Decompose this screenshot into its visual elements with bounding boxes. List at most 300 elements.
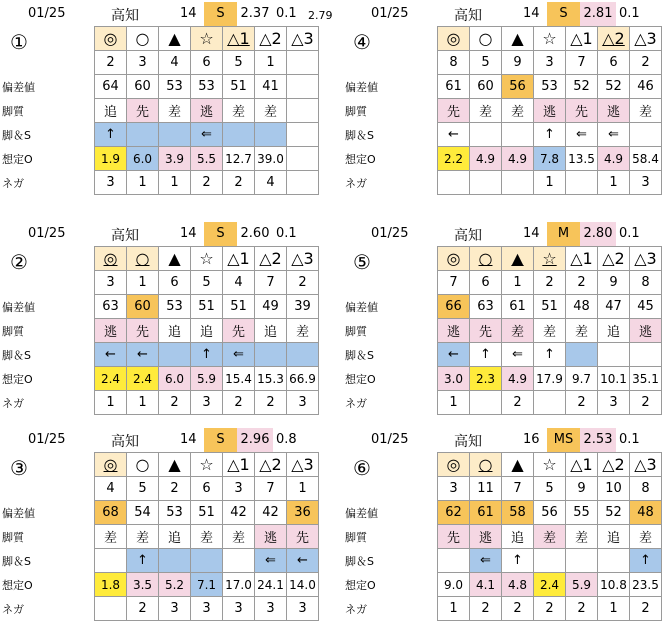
row-label: 脚質 xyxy=(2,325,24,338)
running-style-cell: 差 xyxy=(534,319,566,343)
odds-cell: 6.0 xyxy=(159,367,191,391)
arrow-cell: ⇐ xyxy=(223,343,255,367)
nega-cell: 3 xyxy=(287,597,319,621)
odds-cell: 3.9 xyxy=(159,147,191,171)
race-venue: 高知 xyxy=(454,228,482,244)
horse-number-cell: 4 xyxy=(223,271,255,295)
arrow-cell: ↑ xyxy=(630,549,662,573)
running-style-cell: 追 xyxy=(502,525,534,549)
runner-count: 16 xyxy=(523,432,540,447)
horse-number-cell: 6 xyxy=(598,51,630,75)
nega-cell: 1 xyxy=(534,171,566,195)
arrow-row xyxy=(95,549,319,573)
deviation-cell: 47 xyxy=(598,295,630,319)
row-label: 脚質 xyxy=(345,105,367,118)
horse-number-cell: 2 xyxy=(534,271,566,295)
row-label: 想定O xyxy=(2,579,33,592)
mark-cell: ☆ xyxy=(191,247,223,271)
odds-row xyxy=(438,573,662,597)
nega-cell xyxy=(470,171,502,195)
arrow-cell: ⇐ xyxy=(470,549,502,573)
runner-count: 14 xyxy=(180,226,197,241)
race-venue: 高知 xyxy=(454,8,482,24)
horse-number-cell: 8 xyxy=(438,51,470,75)
race-panel xyxy=(345,2,663,199)
index-value-2: 0.1 xyxy=(619,432,640,447)
running-style-cell: 差 xyxy=(470,99,502,123)
odds-cell: 2.4 xyxy=(127,367,159,391)
nega-cell: 2 xyxy=(502,597,534,621)
mark-cell: ▲ xyxy=(502,247,534,271)
odds-cell: 4.9 xyxy=(502,147,534,171)
deviation-row xyxy=(438,75,662,99)
odds-cell: 17.9 xyxy=(534,367,566,391)
nega-cell: 2 xyxy=(159,391,191,415)
deviation-cell: 58 xyxy=(502,501,534,525)
mark-cell: ◎ xyxy=(438,247,470,271)
running-style-cell: 差 xyxy=(502,99,534,123)
odds-cell: 23.5 xyxy=(630,573,662,597)
row-label: 偏差値 xyxy=(2,301,35,314)
running-style-cell: 差 xyxy=(191,525,223,549)
mark-cell: ▲ xyxy=(159,247,191,271)
arrow-cell xyxy=(127,123,159,147)
horse-number-cell: 4 xyxy=(159,51,191,75)
grade-badge: S xyxy=(204,2,237,26)
odds-cell: 7.1 xyxy=(191,573,223,597)
index-value-2: 0.1 xyxy=(619,6,640,21)
deviation-cell: 68 xyxy=(95,501,127,525)
nega-cell: 2 xyxy=(630,391,662,415)
mark-cell: △1 xyxy=(566,453,598,477)
nega-cell: 3 xyxy=(95,171,127,195)
odds-cell: 9.7 xyxy=(566,367,598,391)
running-style-cell: 差 xyxy=(95,525,127,549)
horse-number-cell: 6 xyxy=(159,271,191,295)
arrow-cell xyxy=(223,549,255,573)
arrow-cell xyxy=(159,343,191,367)
row-label: 脚質 xyxy=(2,531,24,544)
mark-cell: ○ xyxy=(470,247,502,271)
running-style-cell: 逃 xyxy=(630,319,662,343)
arrow-cell xyxy=(159,549,191,573)
index-value-1: 2.96 xyxy=(237,428,273,452)
runner-count: 14 xyxy=(523,226,540,241)
arrow-cell xyxy=(287,343,319,367)
index-value-1: 2.80 xyxy=(580,222,616,246)
deviation-cell: 52 xyxy=(566,75,598,99)
index-value-3: 2.79 xyxy=(308,9,333,22)
nega-row xyxy=(95,391,319,415)
row-label: ネガ xyxy=(345,603,367,616)
arrow-cell xyxy=(159,123,191,147)
deviation-row xyxy=(95,295,319,319)
running-style-cell: 先 xyxy=(470,319,502,343)
mark-cell: △1 xyxy=(223,27,255,51)
mark-cell: △2 xyxy=(598,247,630,271)
odds-cell: 2.2 xyxy=(438,147,470,171)
odds-cell: 2.3 xyxy=(470,367,502,391)
arrow-cell xyxy=(438,549,470,573)
deviation-cell: 51 xyxy=(223,295,255,319)
arrow-cell: ⇐ xyxy=(255,549,287,573)
odds-row xyxy=(95,367,319,391)
mark-cell: ○ xyxy=(127,453,159,477)
odds-cell: 1.9 xyxy=(95,147,127,171)
mark-cell: △2 xyxy=(598,453,630,477)
odds-cell: 24.1 xyxy=(255,573,287,597)
race-index: ② xyxy=(10,250,28,274)
mark-row xyxy=(438,453,662,477)
prediction-table xyxy=(94,26,319,195)
running-style-row xyxy=(438,319,662,343)
race-date: 01/25 xyxy=(371,226,409,241)
grade-badge: S xyxy=(204,428,237,452)
nega-row xyxy=(438,391,662,415)
deviation-cell: 61 xyxy=(502,295,534,319)
horse-number-cell: 2 xyxy=(159,477,191,501)
odds-cell: 4.9 xyxy=(502,367,534,391)
race-header xyxy=(345,2,663,26)
mark-cell: ☆ xyxy=(534,27,566,51)
deviation-cell: 60 xyxy=(127,295,159,319)
horse-number-cell: 7 xyxy=(255,271,287,295)
mark-cell: ○ xyxy=(470,27,502,51)
row-label: 想定O xyxy=(2,373,33,386)
mark-cell: △3 xyxy=(287,247,319,271)
nega-cell: 1 xyxy=(127,391,159,415)
arrow-cell: ↑ xyxy=(95,123,127,147)
nega-row xyxy=(438,171,662,195)
horse-number-cell: 2 xyxy=(566,271,598,295)
horse-number-cell: 6 xyxy=(470,271,502,295)
odds-cell: 7.8 xyxy=(534,147,566,171)
row-label: ネガ xyxy=(2,397,24,410)
mark-cell: ▲ xyxy=(502,453,534,477)
prediction-table xyxy=(437,452,662,621)
mark-cell: ◎ xyxy=(95,453,127,477)
grade-badge: S xyxy=(547,2,580,26)
mark-cell: △2 xyxy=(255,27,287,51)
running-style-row xyxy=(95,99,319,123)
nega-cell xyxy=(438,171,470,195)
deviation-cell: 51 xyxy=(223,75,255,99)
horse-number-cell: 11 xyxy=(470,477,502,501)
row-label: 偏差値 xyxy=(345,301,378,314)
deviation-row xyxy=(438,295,662,319)
arrow-cell xyxy=(630,123,662,147)
nega-cell xyxy=(566,171,598,195)
running-style-cell: 逃 xyxy=(598,99,630,123)
race-header xyxy=(2,222,322,246)
nega-cell: 1 xyxy=(598,171,630,195)
nega-cell: 4 xyxy=(255,171,287,195)
arrow-cell: ⇐ xyxy=(502,343,534,367)
horse-number-cell: 5 xyxy=(191,271,223,295)
mark-cell: ☆ xyxy=(191,453,223,477)
running-style-cell: 追 xyxy=(598,525,630,549)
odds-cell: 2.4 xyxy=(534,573,566,597)
arrow-cell xyxy=(598,343,630,367)
row-label: 偏差値 xyxy=(2,507,35,520)
odds-cell: 4.9 xyxy=(598,147,630,171)
horse-number-cell: 5 xyxy=(470,51,502,75)
horse-number-row xyxy=(95,51,319,75)
running-style-cell: 先 xyxy=(223,319,255,343)
odds-cell: 35.1 xyxy=(630,367,662,391)
horse-number-cell: 1 xyxy=(502,271,534,295)
horse-number-cell: 6 xyxy=(191,477,223,501)
running-style-cell: 逃 xyxy=(438,319,470,343)
deviation-cell: 53 xyxy=(191,75,223,99)
deviation-row xyxy=(95,75,319,99)
running-style-row xyxy=(95,525,319,549)
race-panel xyxy=(2,2,333,199)
running-style-cell: 先 xyxy=(566,99,598,123)
nega-cell: 2 xyxy=(470,597,502,621)
nega-cell: 3 xyxy=(191,391,223,415)
mark-cell: △2 xyxy=(255,453,287,477)
arrow-cell xyxy=(598,549,630,573)
index-value-2: 0.1 xyxy=(276,6,297,21)
row-label: 脚＆S xyxy=(345,555,374,568)
arrow-cell xyxy=(255,123,287,147)
running-style-cell: 追 xyxy=(598,319,630,343)
odds-cell: 4.9 xyxy=(470,147,502,171)
arrow-cell xyxy=(566,549,598,573)
running-style-cell: 逃 xyxy=(95,319,127,343)
race-panel xyxy=(2,428,322,625)
nega-cell: 2 xyxy=(566,597,598,621)
nega-cell: 1 xyxy=(438,597,470,621)
running-style-cell: 追 xyxy=(255,319,287,343)
index-value-1: 2.60 xyxy=(240,226,270,241)
race-venue: 高知 xyxy=(111,8,139,24)
arrow-cell: ↑ xyxy=(127,549,159,573)
arrow-row xyxy=(95,343,319,367)
race-date: 01/25 xyxy=(28,432,66,447)
odds-cell xyxy=(287,147,319,171)
arrow-row xyxy=(438,549,662,573)
arrow-row xyxy=(438,343,662,367)
deviation-cell: 60 xyxy=(127,75,159,99)
nega-cell: 2 xyxy=(502,391,534,415)
race-panel xyxy=(345,428,663,625)
horse-number-row xyxy=(438,271,662,295)
arrow-cell xyxy=(287,123,319,147)
deviation-cell: 53 xyxy=(534,75,566,99)
odds-cell: 4.8 xyxy=(502,573,534,597)
deviation-cell xyxy=(287,75,319,99)
row-label: 脚質 xyxy=(345,325,367,338)
row-label: 脚＆S xyxy=(345,349,374,362)
nega-cell: 1 xyxy=(438,391,470,415)
mark-cell: △2 xyxy=(598,27,630,51)
row-label: 偏差値 xyxy=(345,81,378,94)
grade-badge: S xyxy=(204,222,237,246)
nega-cell: 1 xyxy=(598,597,630,621)
index-value-1: 2.81 xyxy=(580,2,616,26)
row-label: 偏差値 xyxy=(345,507,378,520)
odds-cell: 6.0 xyxy=(127,147,159,171)
odds-row xyxy=(95,147,319,171)
race-date: 01/25 xyxy=(28,226,66,241)
arrow-cell: ← xyxy=(438,123,470,147)
deviation-cell: 41 xyxy=(255,75,287,99)
row-label: 脚質 xyxy=(345,531,367,544)
horse-number-cell: 2 xyxy=(630,51,662,75)
race-index: ⑤ xyxy=(353,250,371,274)
mark-cell: △2 xyxy=(255,247,287,271)
horse-number-row xyxy=(438,51,662,75)
deviation-cell: 62 xyxy=(438,501,470,525)
horse-number-cell: 9 xyxy=(502,51,534,75)
mark-cell: △1 xyxy=(566,247,598,271)
arrow-cell: ← xyxy=(438,343,470,367)
running-style-cell: 差 xyxy=(255,99,287,123)
deviation-cell: 61 xyxy=(438,75,470,99)
arrow-cell xyxy=(191,549,223,573)
row-label: 想定O xyxy=(345,579,376,592)
arrow-cell: ⇐ xyxy=(598,123,630,147)
deviation-cell: 51 xyxy=(191,501,223,525)
arrow-cell: ⇐ xyxy=(566,123,598,147)
deviation-cell: 52 xyxy=(598,501,630,525)
mark-cell: ○ xyxy=(470,453,502,477)
running-style-cell: 逃 xyxy=(255,525,287,549)
nega-cell xyxy=(534,391,566,415)
running-style-cell: 差 xyxy=(502,319,534,343)
row-label: ネガ xyxy=(2,177,24,190)
nega-cell xyxy=(502,171,534,195)
row-label: 脚質 xyxy=(2,105,24,118)
running-style-cell: 先 xyxy=(438,99,470,123)
runner-count: 14 xyxy=(180,6,197,21)
odds-cell: 10.1 xyxy=(598,367,630,391)
nega-cell: 2 xyxy=(191,171,223,195)
row-label: 脚＆S xyxy=(2,349,31,362)
arrow-cell xyxy=(630,343,662,367)
race-index: ① xyxy=(10,30,28,54)
deviation-cell: 45 xyxy=(630,295,662,319)
row-label: 想定O xyxy=(2,153,33,166)
grade-badge: MS xyxy=(547,428,580,452)
mark-cell: ◎ xyxy=(95,247,127,271)
race-date: 01/25 xyxy=(28,6,66,21)
row-label: ネガ xyxy=(345,177,367,190)
deviation-cell: 64 xyxy=(95,75,127,99)
mark-cell: ○ xyxy=(127,27,159,51)
deviation-cell: 42 xyxy=(255,501,287,525)
odds-cell: 5.5 xyxy=(191,147,223,171)
deviation-cell: 53 xyxy=(159,75,191,99)
running-style-cell: 差 xyxy=(630,99,662,123)
horse-number-cell: 9 xyxy=(566,477,598,501)
horse-number-cell: 3 xyxy=(438,477,470,501)
nega-cell: 2 xyxy=(566,391,598,415)
mark-cell: ▲ xyxy=(502,27,534,51)
mark-cell: ☆ xyxy=(534,453,566,477)
deviation-cell: 46 xyxy=(630,75,662,99)
mark-cell: △1 xyxy=(223,247,255,271)
odds-cell: 66.9 xyxy=(287,367,319,391)
row-label: ネガ xyxy=(345,397,367,410)
grade-badge: M xyxy=(547,222,580,246)
row-label: 脚＆S xyxy=(2,129,31,142)
deviation-cell: 60 xyxy=(470,75,502,99)
deviation-cell: 52 xyxy=(598,75,630,99)
row-label: 偏差値 xyxy=(2,81,35,94)
nega-cell xyxy=(470,391,502,415)
deviation-cell: 48 xyxy=(630,501,662,525)
nega-cell xyxy=(95,597,127,621)
nega-row xyxy=(95,597,319,621)
mark-row xyxy=(95,247,319,271)
arrow-row xyxy=(95,123,319,147)
horse-number-cell: 7 xyxy=(438,271,470,295)
odds-cell: 13.5 xyxy=(566,147,598,171)
odds-cell: 5.9 xyxy=(566,573,598,597)
mark-row xyxy=(438,247,662,271)
odds-cell: 15.4 xyxy=(223,367,255,391)
race-index: ③ xyxy=(10,456,28,480)
mark-cell: ◎ xyxy=(438,453,470,477)
race-venue: 高知 xyxy=(111,228,139,244)
mark-cell: △3 xyxy=(287,453,319,477)
nega-cell: 2 xyxy=(127,597,159,621)
running-style-row xyxy=(438,525,662,549)
nega-row xyxy=(95,171,319,195)
race-panel xyxy=(345,222,663,419)
deviation-cell: 48 xyxy=(566,295,598,319)
runner-count: 14 xyxy=(523,6,540,21)
horse-number-cell: 8 xyxy=(630,271,662,295)
horse-number-cell: 7 xyxy=(502,477,534,501)
row-label: 想定O xyxy=(345,373,376,386)
nega-cell: 3 xyxy=(159,597,191,621)
horse-number-cell: 6 xyxy=(191,51,223,75)
race-header xyxy=(345,428,663,452)
deviation-cell: 56 xyxy=(502,75,534,99)
nega-cell: 2 xyxy=(223,391,255,415)
running-style-cell: 先 xyxy=(287,525,319,549)
mark-cell: △3 xyxy=(630,453,662,477)
running-style-row xyxy=(95,319,319,343)
deviation-cell: 66 xyxy=(438,295,470,319)
horse-number-cell: 8 xyxy=(630,477,662,501)
horse-number-cell: 1 xyxy=(287,477,319,501)
nega-cell: 3 xyxy=(255,597,287,621)
odds-cell: 17.0 xyxy=(223,573,255,597)
mark-cell: ◎ xyxy=(95,27,127,51)
race-venue: 高知 xyxy=(454,434,482,450)
row-label: 想定O xyxy=(345,153,376,166)
nega-cell: 3 xyxy=(630,171,662,195)
odds-cell: 1.8 xyxy=(95,573,127,597)
prediction-table xyxy=(437,246,662,415)
arrow-cell xyxy=(255,343,287,367)
running-style-cell: 追 xyxy=(159,319,191,343)
race-header xyxy=(2,428,322,452)
running-style-cell: 追 xyxy=(95,99,127,123)
mark-cell: ◎ xyxy=(438,27,470,51)
mark-cell: ▲ xyxy=(159,27,191,51)
index-value-1: 2.53 xyxy=(580,428,616,452)
mark-cell: ○ xyxy=(127,247,159,271)
deviation-cell: 53 xyxy=(159,295,191,319)
odds-cell: 15.3 xyxy=(255,367,287,391)
arrow-cell xyxy=(534,549,566,573)
